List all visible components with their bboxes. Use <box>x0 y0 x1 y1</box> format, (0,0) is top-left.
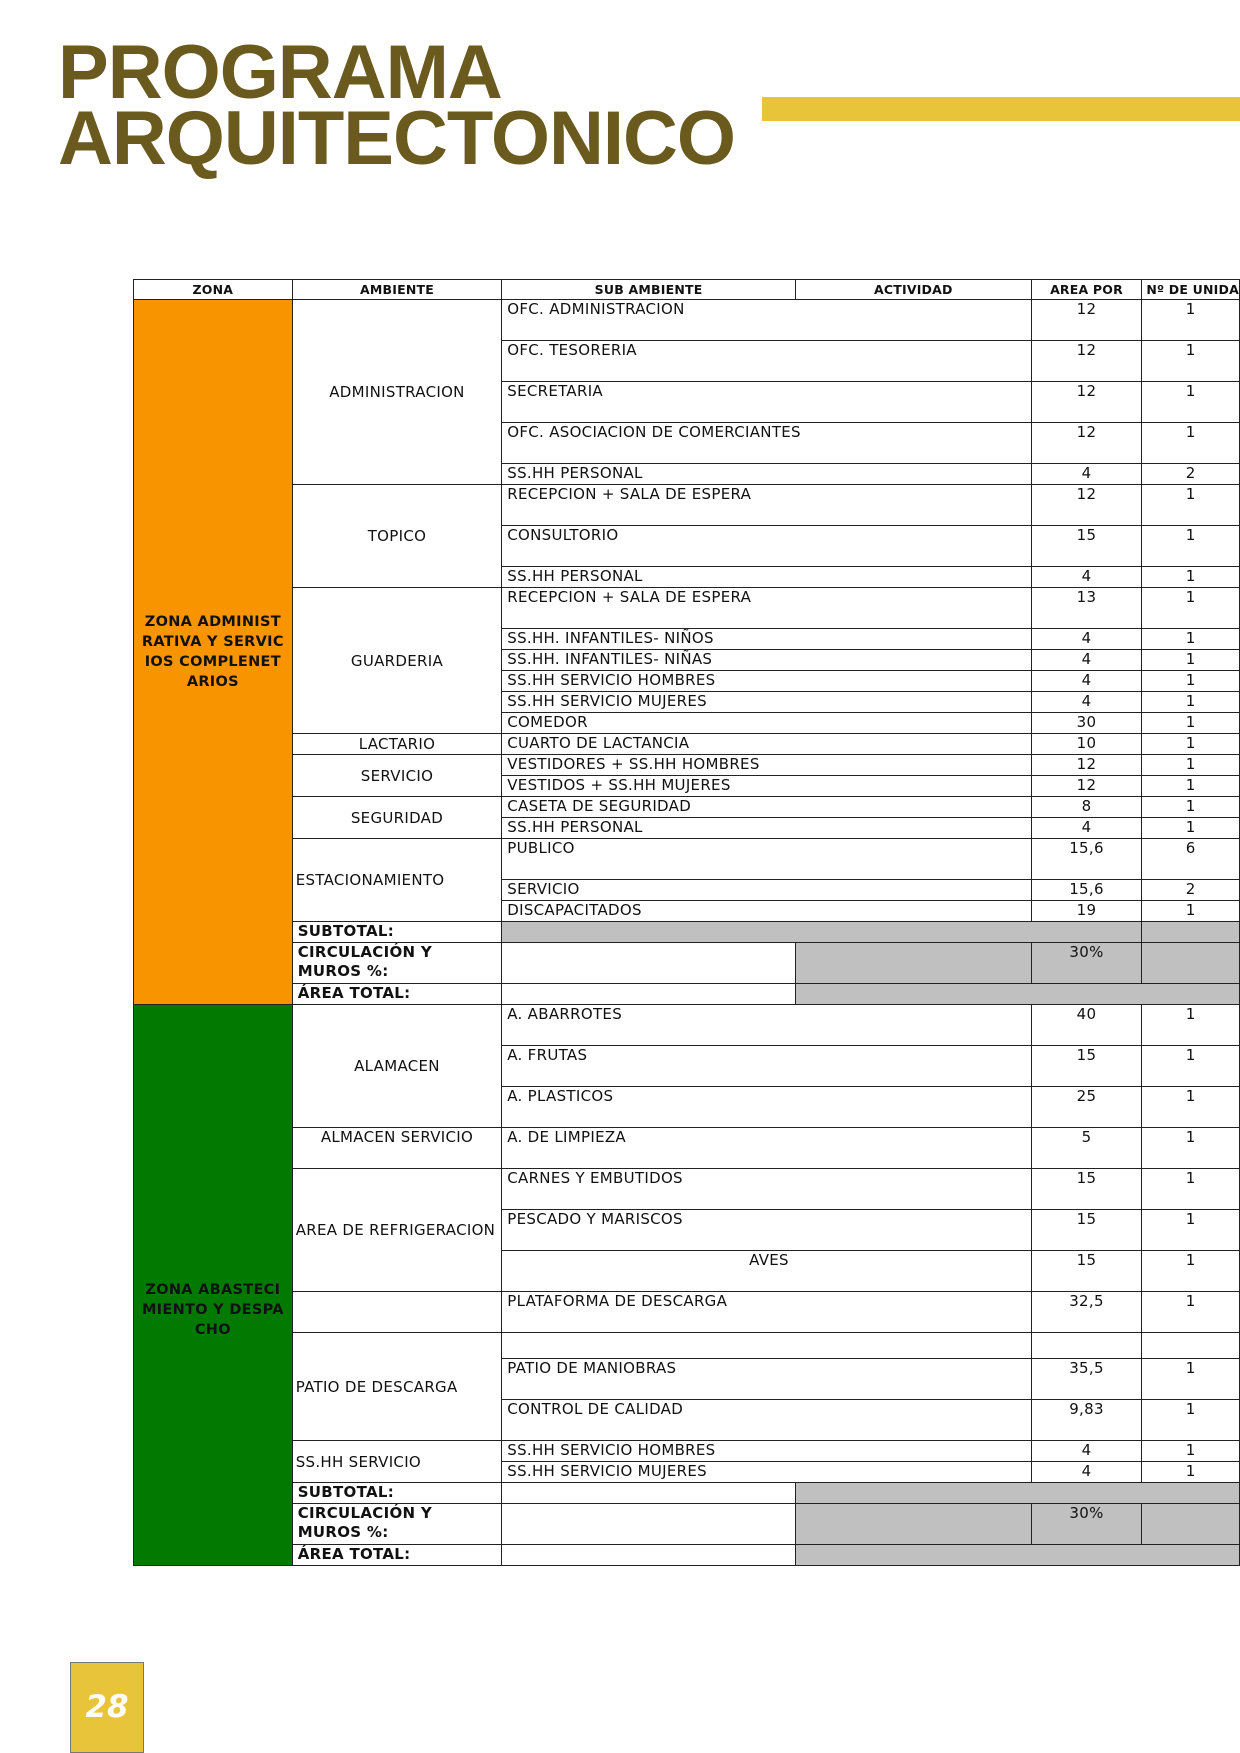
ambiente-refrigeracion: AREA DE REFRIGERACION <box>292 1169 502 1292</box>
units-cell: 1 <box>1142 485 1240 526</box>
units-cell: 1 <box>1142 526 1240 567</box>
units-cell: 1 <box>1142 588 1240 629</box>
sub-ambiente-cell: AVES <box>502 1251 1031 1292</box>
table-row <box>134 1441 1240 1462</box>
subtotal-value <box>502 922 1142 943</box>
area-cell: 4 <box>1031 1441 1142 1462</box>
units-cell: 1 <box>1142 423 1240 464</box>
sub-ambiente-cell: VESTIDOS + SS.HH MUJERES <box>502 776 1031 797</box>
area-cell: 4 <box>1031 671 1142 692</box>
ambiente-estacionamiento: ESTACIONAMIENTO <box>292 839 502 922</box>
area-cell: 12 <box>1031 776 1142 797</box>
page-number: 28 <box>85 1689 129 1725</box>
total-blank <box>502 1545 796 1566</box>
sub-ambiente-cell: PLATAFORMA DE DESCARGA <box>502 1292 1031 1333</box>
area-cell: 12 <box>1031 423 1142 464</box>
area-cell: 15,6 <box>1031 880 1142 901</box>
ambiente-almacen-servicio: ALMACEN SERVICIO <box>292 1128 502 1169</box>
subtotal-row <box>134 1483 1240 1504</box>
sub-ambiente-cell: A. ABARROTES <box>502 1005 1031 1046</box>
ambiente-blank <box>292 1292 502 1333</box>
title-accent-bar <box>762 97 1240 121</box>
area-cell: 15,6 <box>1031 839 1142 880</box>
ambiente-administracion: ADMINISTRACION <box>292 300 502 485</box>
total-label: ÁREA TOTAL: <box>292 1545 502 1566</box>
ambiente-guarderia: GUARDERIA <box>292 588 502 734</box>
total-row <box>134 984 1240 1005</box>
page-number-box <box>70 1662 144 1753</box>
sub-ambiente-cell: SERVICIO <box>502 880 1031 901</box>
table-row <box>134 485 1240 526</box>
circulacion-label: CIRCULACIÓN Y MUROS %: <box>292 1504 502 1545</box>
circulacion-gray <box>795 1504 1031 1545</box>
area-cell: 15 <box>1031 1251 1142 1292</box>
area-cell <box>1031 1333 1142 1359</box>
units-cell: 1 <box>1142 713 1240 734</box>
ambiente-almacen: ALAMACEN <box>292 1005 502 1128</box>
units-cell: 1 <box>1142 1128 1240 1169</box>
units-cell: 1 <box>1142 692 1240 713</box>
sub-ambiente-cell: OFC. ADMINISTRACION <box>502 300 1031 341</box>
circulacion-blank <box>502 943 796 984</box>
table-row <box>134 839 1240 880</box>
area-cell: 15 <box>1031 1210 1142 1251</box>
sub-ambiente-cell: RECEPCION + SALA DE ESPERA <box>502 485 1031 526</box>
subtotal-label: SUBTOTAL: <box>292 1483 502 1504</box>
table-header-row <box>134 280 1240 300</box>
header-unidades: Nº DE UNIDA <box>1142 280 1240 300</box>
area-cell: 13 <box>1031 588 1142 629</box>
program-table <box>133 279 1240 1566</box>
circulacion-units <box>1142 943 1240 984</box>
units-cell: 1 <box>1142 629 1240 650</box>
total-label: ÁREA TOTAL: <box>292 984 502 1005</box>
units-cell: 1 <box>1142 1169 1240 1210</box>
sub-ambiente-cell: SS.HH SERVICIO MUJERES <box>502 692 1031 713</box>
units-cell: 1 <box>1142 755 1240 776</box>
circulacion-percent: 30% <box>1031 943 1142 984</box>
ambiente-servicio: SERVICIO <box>292 755 502 797</box>
area-cell: 35,5 <box>1031 1359 1142 1400</box>
area-cell: 15 <box>1031 1046 1142 1087</box>
area-cell: 25 <box>1031 1087 1142 1128</box>
subtotal-row <box>134 922 1240 943</box>
sub-ambiente-cell: OFC. TESORERIA <box>502 341 1031 382</box>
title-line-2: ARQUITECTONICO <box>58 96 736 181</box>
area-cell: 4 <box>1031 1462 1142 1483</box>
units-cell: 1 <box>1142 734 1240 755</box>
sub-ambiente-cell: CONSULTORIO <box>502 526 1031 567</box>
circulacion-row <box>134 1504 1240 1545</box>
units-cell: 1 <box>1142 567 1240 588</box>
sub-ambiente-cell: SS.HH SERVICIO MUJERES <box>502 1462 1031 1483</box>
zone-cell-abastecimiento: ZONA ABASTECIMIENTO Y DESPACHO <box>134 1005 293 1566</box>
area-cell: 40 <box>1031 1005 1142 1046</box>
table-row <box>134 1169 1240 1210</box>
total-value <box>795 1545 1239 1566</box>
area-cell: 4 <box>1031 650 1142 671</box>
total-value <box>795 984 1239 1005</box>
table-row <box>134 588 1240 629</box>
table-row <box>134 300 1240 341</box>
units-cell: 1 <box>1142 1210 1240 1251</box>
area-cell: 19 <box>1031 901 1142 922</box>
sub-ambiente-cell <box>502 1333 1031 1359</box>
area-cell: 10 <box>1031 734 1142 755</box>
sub-ambiente-cell: PESCADO Y MARISCOS <box>502 1210 1031 1251</box>
ambiente-patio-descarga: PATIO DE DESCARGA <box>292 1333 502 1441</box>
area-cell: 5 <box>1031 1128 1142 1169</box>
sub-ambiente-cell: A. PLASTICOS <box>502 1087 1031 1128</box>
sub-ambiente-cell: PATIO DE MANIOBRAS <box>502 1359 1031 1400</box>
area-cell: 32,5 <box>1031 1292 1142 1333</box>
table-row <box>134 1292 1240 1333</box>
area-cell: 12 <box>1031 382 1142 423</box>
sub-ambiente-cell: SS.HH PERSONAL <box>502 818 1031 839</box>
units-cell <box>1142 1333 1240 1359</box>
units-cell: 1 <box>1142 1005 1240 1046</box>
area-cell: 15 <box>1031 1169 1142 1210</box>
circulacion-gray <box>795 943 1031 984</box>
units-cell: 1 <box>1142 1400 1240 1441</box>
units-cell: 1 <box>1142 1087 1240 1128</box>
units-cell: 1 <box>1142 1292 1240 1333</box>
sub-ambiente-cell: CASETA DE SEGURIDAD <box>502 797 1031 818</box>
area-cell: 4 <box>1031 629 1142 650</box>
units-cell: 1 <box>1142 300 1240 341</box>
zone-cell-administrativa: ZONA ADMINISTRATIVA Y SERVICIOS COMPLENETARIOS <box>134 300 293 1005</box>
area-cell: 15 <box>1031 526 1142 567</box>
area-cell: 12 <box>1031 755 1142 776</box>
area-cell: 9,83 <box>1031 1400 1142 1441</box>
sub-ambiente-cell: SS.HH. INFANTILES- NIÑAS <box>502 650 1031 671</box>
sub-ambiente-cell: PUBLICO <box>502 839 1031 880</box>
sub-ambiente-cell: SS.HH. INFANTILES- NIÑOS <box>502 629 1031 650</box>
units-cell: 1 <box>1142 1441 1240 1462</box>
header-sub-ambiente: SUB AMBIENTE <box>502 280 796 300</box>
units-cell: 1 <box>1142 818 1240 839</box>
units-cell: 2 <box>1142 464 1240 485</box>
area-cell: 4 <box>1031 464 1142 485</box>
table-row <box>134 1128 1240 1169</box>
circulacion-percent: 30% <box>1031 1504 1142 1545</box>
sub-ambiente-cell: VESTIDORES + SS.HH HOMBRES <box>502 755 1031 776</box>
sub-ambiente-cell: SS.HH PERSONAL <box>502 567 1031 588</box>
area-cell: 4 <box>1031 567 1142 588</box>
table-row <box>134 734 1240 755</box>
units-cell: 1 <box>1142 1251 1240 1292</box>
table-row <box>134 755 1240 776</box>
sub-ambiente-cell: SECRETARIA <box>502 382 1031 423</box>
units-cell: 1 <box>1142 671 1240 692</box>
ambiente-lactario: LACTARIO <box>292 734 502 755</box>
title-line-1: PROGRAMA <box>58 30 502 115</box>
sub-ambiente-cell: A. DE LIMPIEZA <box>502 1128 1031 1169</box>
ambiente-topico: TOPICO <box>292 485 502 588</box>
units-cell: 1 <box>1142 1359 1240 1400</box>
ambiente-seguridad: SEGURIDAD <box>292 797 502 839</box>
area-cell: 30 <box>1031 713 1142 734</box>
circulacion-label: CIRCULACIÓN Y MUROS %: <box>292 943 502 984</box>
table-row <box>134 1333 1240 1359</box>
sub-ambiente-cell: A. FRUTAS <box>502 1046 1031 1087</box>
sub-ambiente-cell: SS.HH SERVICIO HOMBRES <box>502 1441 1031 1462</box>
area-cell: 12 <box>1031 341 1142 382</box>
ambiente-sshh-servicio: SS.HH SERVICIO <box>292 1441 502 1483</box>
area-cell: 12 <box>1031 300 1142 341</box>
units-cell: 1 <box>1142 901 1240 922</box>
circulacion-blank <box>502 1504 796 1545</box>
area-cell: 12 <box>1031 485 1142 526</box>
area-cell: 8 <box>1031 797 1142 818</box>
header-ambiente: AMBIENTE <box>292 280 502 300</box>
subtotal-label: SUBTOTAL: <box>292 922 502 943</box>
units-cell: 1 <box>1142 1462 1240 1483</box>
units-cell: 1 <box>1142 1046 1240 1087</box>
units-cell: 1 <box>1142 341 1240 382</box>
table-row <box>134 797 1240 818</box>
header-actividad: ACTIVIDAD <box>795 280 1031 300</box>
units-cell: 6 <box>1142 839 1240 880</box>
sub-ambiente-cell: SS.HH PERSONAL <box>502 464 1031 485</box>
subtotal-blank <box>502 1483 796 1504</box>
subtotal-value <box>795 1483 1239 1504</box>
header-area-por: AREA POR <box>1031 280 1142 300</box>
circulacion-row <box>134 943 1240 984</box>
area-cell: 4 <box>1031 692 1142 713</box>
units-cell: 1 <box>1142 776 1240 797</box>
total-blank <box>502 984 796 1005</box>
sub-ambiente-cell: CUARTO DE LACTANCIA <box>502 734 1031 755</box>
units-cell: 1 <box>1142 797 1240 818</box>
sub-ambiente-cell: RECEPCION + SALA DE ESPERA <box>502 588 1031 629</box>
units-cell: 2 <box>1142 880 1240 901</box>
sub-ambiente-cell: OFC. ASOCIACION DE COMERCIANTES <box>502 423 1031 464</box>
subtotal-units <box>1142 922 1240 943</box>
sub-ambiente-cell: COMEDOR <box>502 713 1031 734</box>
page-title <box>58 30 736 181</box>
sub-ambiente-cell: DISCAPACITADOS <box>502 901 1031 922</box>
total-row <box>134 1545 1240 1566</box>
sub-ambiente-cell: SS.HH SERVICIO HOMBRES <box>502 671 1031 692</box>
circulacion-units <box>1142 1504 1240 1545</box>
sub-ambiente-cell: CARNES Y EMBUTIDOS <box>502 1169 1031 1210</box>
units-cell: 1 <box>1142 382 1240 423</box>
sub-ambiente-cell: CONTROL DE CALIDAD <box>502 1400 1031 1441</box>
units-cell: 1 <box>1142 650 1240 671</box>
area-cell: 4 <box>1031 818 1142 839</box>
header-zona: ZONA <box>134 280 293 300</box>
table-row <box>134 1005 1240 1046</box>
